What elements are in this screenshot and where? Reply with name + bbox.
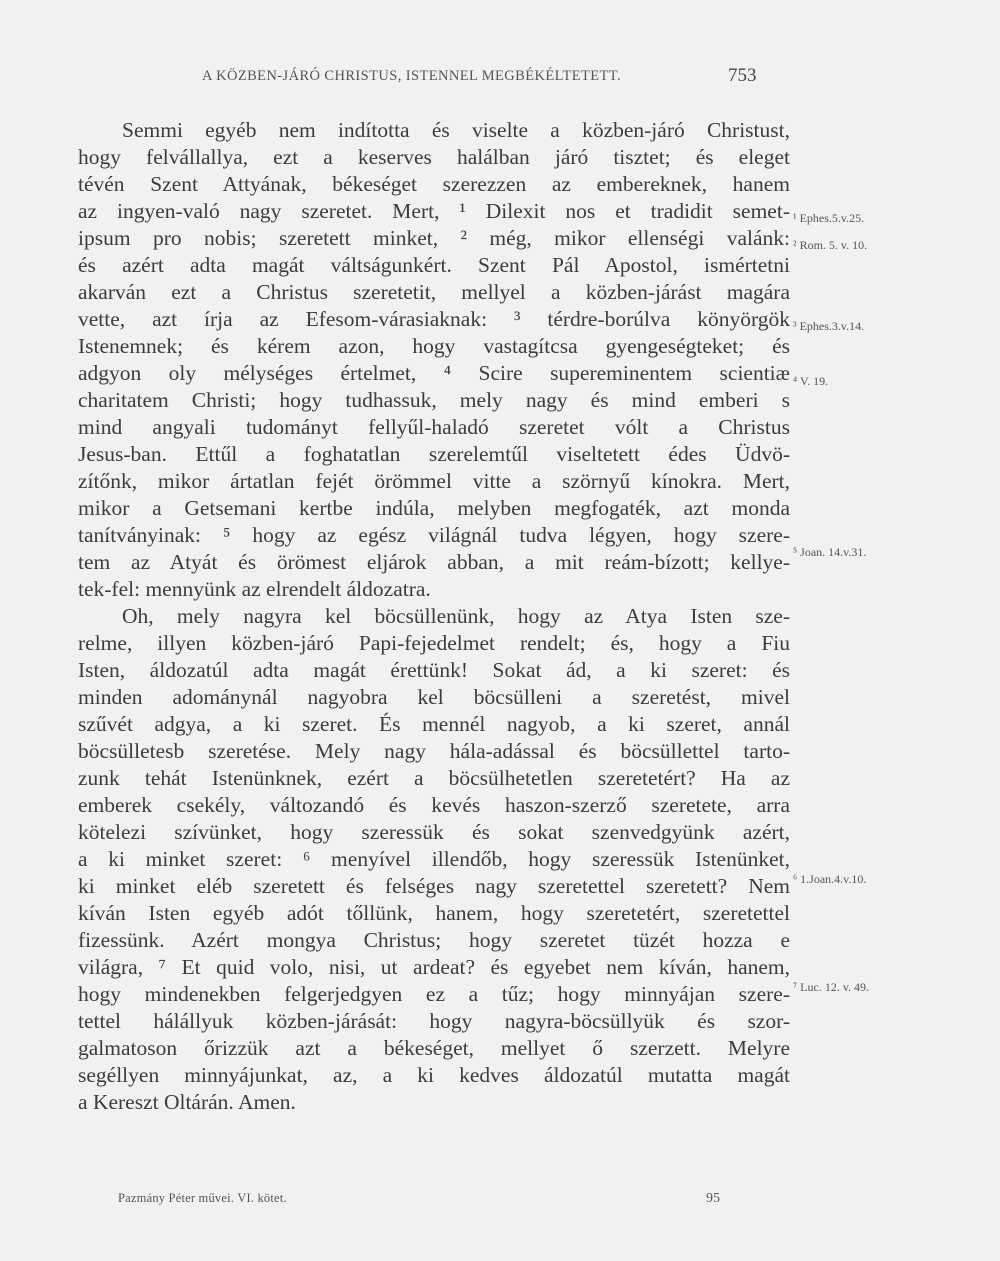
text-line: tanítványinak: ⁵ hogy az egész világnál tudva légyen, hogy szere-: [78, 523, 790, 547]
text-line: mikor a Getsemani kertbe indúla, melyben megfogaték, azt monda: [78, 496, 790, 520]
text-line: ki minket eléb szeretett és felséges nagy szeretettel szeretett? Nem: [78, 874, 790, 898]
text-line: Semmi egyéb nem indította és viselte a közben-járó Christust,: [122, 118, 790, 142]
text-line: világra, ⁷ Et quid volo, nisi, ut ardeat? és egyebet nem kíván, hanem,: [78, 955, 790, 979]
text-line: és azért adta magát váltságunkért. Szent Pál Apostol, ismértetni: [78, 253, 790, 277]
text-line: galmatoson őrizzük azt a békeséget, mellyet ő szerzett. Melyre: [78, 1036, 790, 1060]
text-line: segéllyen minnyájunkat, az, a ki kedves áldozatúl mutatta magát: [78, 1063, 790, 1087]
text-line: a ki minket szeret: ⁶ menyível illendőb, hogy szeressük Istenünket,: [78, 847, 790, 871]
text-line: Istenemnek; és kérem azon, hogy vastagítcsa gyengeségteket; és: [78, 334, 790, 358]
running-header: A KÖZBEN-JÁRÓ CHRISTUS, ISTENNEL MEGBÉKÉLTETETT.: [202, 68, 622, 84]
text-line: hogy mindenekben felgerjedgyen ez a tűz; hogy minnyájan szere-: [78, 982, 790, 1006]
footer-signature-number: 95: [706, 1191, 720, 1206]
margin-note: ⁵ Joan. 14.v.31.: [793, 545, 867, 559]
text-line: charitatem Christi; hogy tudhassuk, mely nagy és mind emberi s: [78, 388, 790, 412]
text-line: vette, azt írja az Efesom-várasiaknak: ³ térdre-borúlva könyörgök: [78, 307, 790, 331]
text-line: adgyon oly mélységes értelmet, ⁴ Scire supereminentem scientiæ: [78, 361, 790, 385]
text-line: emberek csekély, változandó és kevés haszon-szerző szeretete, arra: [78, 793, 790, 817]
text-line: kötelezi szívünket, hogy szeressük és sokat szenvedgyünk azért,: [78, 820, 790, 844]
margin-note: ⁴ V. 19.: [793, 374, 829, 388]
margin-note: ¹ Ephes.5.v.25.: [793, 211, 865, 225]
text-line: Oh, mely nagyra kel böcsüllenünk, hogy az Atya Isten sze-: [122, 604, 790, 628]
text-line: tek-fel: mennyünk az elrendelt áldozatra.: [78, 577, 431, 601]
text-line: relme, illyen közben-járó Papi-fejedelmet rendelt; és, hogy a Fiu: [78, 631, 790, 655]
text-line: kíván Isten egyéb adót tőllünk, hanem, hogy szeretetért, szeretettel: [78, 901, 790, 925]
text-line: minden adománynál nagyobra kel böcsülleni a szeretést, mivel: [78, 685, 790, 709]
text-line: tévén Szent Attyának, békeséget szerezzen az embereknek, hanem: [78, 172, 790, 196]
page-number: 753: [728, 65, 757, 86]
text-line: mind angyali tudományt fellyűl-haladó szeretet vólt a Christus: [78, 415, 790, 439]
text-line: Jesus-ban. Ettűl a foghatatlan szerelemtűl viseltetett édes Üdvö-: [78, 442, 790, 466]
text-line: fizessünk. Azért mongya Christus; hogy szeretet tüzét hozza e: [78, 928, 790, 952]
text-line: böcsülletesb szeretése. Mely nagy hála-adással és böcsüllettel tarto-: [78, 739, 790, 763]
text-line: zunk tehát Istenünknek, ezért a böcsülhetetlen szeretetért? Ha az: [78, 766, 790, 790]
text-line: akarván ezt a Christus szeretetit, mellyel a közben-járást magára: [78, 280, 790, 304]
margin-note: ³ Ephes.3.v.14.: [793, 319, 865, 333]
text-line: ipsum pro nobis; szeretett minket, ² még, mikor ellenségi valánk:: [78, 226, 790, 250]
margin-note: ² Rom. 5. v. 10.: [793, 238, 868, 252]
text-line: zítőnk, mikor ártatlan fejét örömmel vitte a szörnyű kínokra. Mert,: [78, 469, 790, 493]
footer-book-title: Pazmány Péter művei. VI. kötet.: [118, 1191, 287, 1205]
margin-note: ⁷ Luc. 12. v. 49.: [793, 980, 870, 994]
text-line: tem az Atyát és örömest eljárok abban, a mit reám-bízott; kellye-: [78, 550, 790, 574]
text-line: szűvét adgya, a ki szeret. És mennél nagyob, a ki szeret, annál: [78, 712, 790, 736]
text-line: Isten, áldozatúl adta magát érettünk! Sokat ád, a ki szeret: és: [78, 658, 790, 682]
text-line: tettel hálállyuk közben-járását: hogy nagyra-böcsüllyük és szor-: [78, 1009, 790, 1033]
text-line: hogy felvállallya, ezt a keserves halálban járó tisztet; és eleget: [78, 145, 790, 169]
text-line: a Kereszt Oltárán. Amen.: [78, 1090, 296, 1114]
margin-note: ⁶ 1.Joan.4.v.10.: [793, 872, 867, 886]
text-line: az ingyen-való nagy szeretet. Mert, ¹ Dilexit nos et tradidit semet-: [78, 199, 790, 223]
